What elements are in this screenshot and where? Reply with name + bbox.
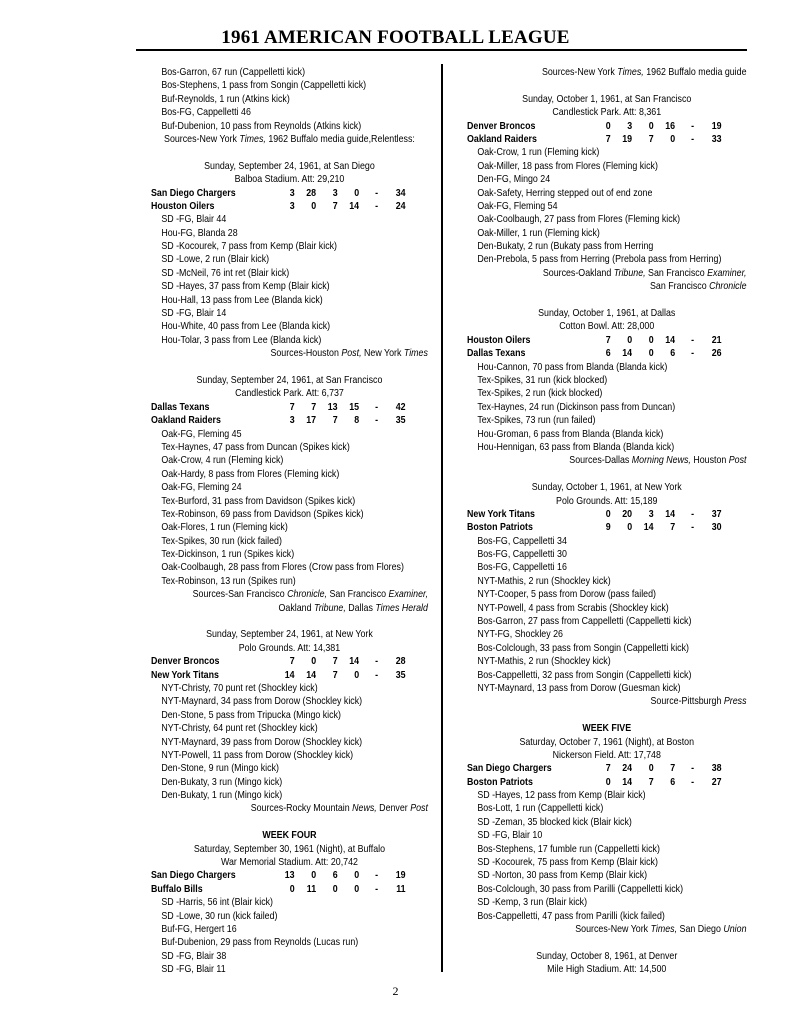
scoring-play: Tex-Dickinson, 1 run (Spikes kick) — [161, 549, 295, 561]
source-text: Union — [723, 924, 747, 935]
game-info: Cotton Bowl. Att: 28,000 — [559, 321, 655, 333]
team-score-row — [467, 334, 747, 347]
quarter-score: 6 — [670, 348, 676, 360]
quarter-score: 7 — [332, 656, 338, 668]
team-score-row — [151, 655, 428, 668]
source-text: Denver — [376, 803, 411, 815]
quarter-score: 13 — [327, 401, 338, 413]
final-score: 19 — [395, 870, 406, 882]
scoring-play: NYT-Mathis, 2 run (Shockley kick) — [477, 575, 611, 587]
scoring-play: NYT-Maynard, 39 pass from Dorow (Shockley kick) — [161, 736, 363, 748]
quarter-score: 3 — [332, 187, 338, 199]
quarter-score: 7 — [605, 334, 611, 346]
team-score-row — [151, 669, 428, 682]
source-line — [467, 280, 747, 293]
scoring-play: Oak-Safety, Herring stepped out of end zone — [477, 187, 653, 199]
final-score: 37 — [711, 508, 722, 520]
game-info: Candlestick Park. Att: 8,361 — [552, 107, 662, 119]
source-text: 1962 Buffalo media guide — [643, 67, 747, 78]
scoring-play: Oak-Coolbaugh, 28 pass from Flores (Crow pass from Flores) — [161, 562, 404, 574]
source-line — [151, 602, 428, 615]
quarter-score: 0 — [605, 776, 611, 788]
game-info: Sunday, September 24, 1961, at San Francisco — [196, 374, 383, 386]
team-name: Dallas Texans — [151, 401, 210, 413]
source-text: San Francisco — [327, 589, 389, 601]
game-info: Polo Grounds. Att: 14,381 — [238, 642, 341, 654]
scoring-play: Bos-FG, Cappelletti 30 — [477, 549, 567, 561]
team-score-row — [151, 401, 428, 414]
scoring-play: NYT-Maynard, 13 pass from Dorow (Guesman kick) — [477, 682, 681, 694]
final-score: 27 — [711, 776, 722, 788]
source-line — [151, 802, 428, 815]
scoring-play: Tex-Robinson, 69 pass from Davidson (Spikes kick) — [161, 508, 364, 520]
scoring-play: Oak-Miller, 18 pass from Flores (Fleming kick) — [477, 160, 658, 172]
quarter-score: 7 — [670, 763, 676, 775]
game-info: Balboa Stadium. Att: 29,210 — [234, 174, 345, 186]
team-name: Denver Broncos — [151, 656, 220, 668]
scoring-play: Hou-Hennigan, 63 pass from Blanda (Blanda kick) — [477, 441, 675, 453]
quarter-score: 0 — [605, 120, 611, 132]
source-text: Sources-Rocky Mountain — [250, 803, 353, 815]
title-rule — [136, 49, 747, 51]
spacer — [151, 816, 428, 829]
quarter-score: 0 — [648, 763, 654, 775]
spacer — [151, 361, 428, 374]
source-line — [467, 923, 747, 936]
scoring-play: Den-FG, Mingo 24 — [477, 174, 551, 186]
source-text: Oakland — [278, 602, 314, 614]
scoring-play: SD -Kocourek, 7 pass from Kemp (Blair kick) — [161, 241, 338, 253]
scoring-play: NYT-Mathis, 2 run (Shockley kick) — [477, 656, 611, 668]
source-line — [467, 267, 747, 280]
source-text: Times, — [650, 924, 678, 935]
quarter-score: 6 — [332, 870, 338, 882]
score-dash: - — [691, 334, 695, 346]
scoring-play: Den-Bukaty, 1 run (Mingo kick) — [161, 790, 283, 802]
team-score-row — [467, 762, 747, 775]
source-text: Sources-New York — [575, 924, 651, 935]
quarter-score: 0 — [311, 870, 317, 882]
scoring-play: Hou-Tolar, 3 pass from Lee (Blanda kick) — [161, 334, 322, 346]
source-text: Chronicle — [709, 281, 747, 293]
spacer — [467, 936, 747, 949]
quarter-score: 7 — [332, 415, 338, 427]
scoring-play: Bos-Garron, 27 pass from Cappelletti (Cappelletti kick) — [477, 616, 692, 628]
quarter-score: 7 — [332, 200, 338, 212]
source-text: Post — [410, 803, 428, 815]
game-info: Sunday, October 8, 1961, at Denver — [536, 950, 678, 962]
column-divider — [441, 64, 443, 972]
scoring-play: Bos-FG, Cappelletti 16 — [477, 562, 567, 574]
team-name: San Diego Chargers — [151, 187, 236, 199]
quarter-score: 0 — [648, 334, 654, 346]
score-dash: - — [375, 415, 379, 427]
team-name: Oakland Raiders — [467, 133, 537, 145]
quarter-score: 0 — [648, 120, 654, 132]
team-name: San Diego Chargers — [467, 763, 552, 775]
quarter-score: 3 — [289, 200, 295, 212]
page-number: 2 — [392, 984, 399, 998]
scoring-play: Tex-Burford, 31 pass from Davidson (Spikes kick) — [161, 495, 356, 507]
scoring-play: SD -McNeil, 76 int ret (Blair kick) — [161, 267, 290, 279]
source-text: Sources-Houston — [270, 348, 342, 360]
scoring-play: SD -FG, Blair 14 — [161, 308, 227, 320]
source-text: Times, — [239, 133, 266, 145]
right-column — [467, 66, 747, 977]
source-text: San Francisco — [645, 267, 708, 279]
scoring-play: Oak-Flores, 1 run (Fleming kick) — [161, 522, 288, 534]
game-info: Sunday, September 24, 1961, at New York — [206, 629, 373, 641]
source-text: 1962 Buffalo media guide,Relentless: — [265, 133, 415, 145]
quarter-score: 7 — [648, 133, 654, 145]
score-dash: - — [375, 669, 379, 681]
quarter-score: 0 — [670, 133, 676, 145]
final-score: 34 — [395, 187, 406, 199]
score-dash: - — [691, 348, 695, 360]
quarter-score: 14 — [643, 522, 654, 534]
scoring-play: Bos-Cappelletti, 47 pass from Parilli (kick failed) — [477, 910, 665, 922]
scoring-play: Bos-Cappelletti, 32 pass from Songin (Cappelletti kick) — [477, 669, 692, 681]
quarter-score: 7 — [289, 401, 295, 413]
source-text: San Francisco — [650, 281, 710, 293]
team-score-row — [151, 200, 428, 213]
scoring-play: NYT-FG, Shockley 26 — [477, 629, 563, 641]
scoring-play: Tex-Robinson, 13 run (Spikes run) — [161, 575, 296, 587]
quarter-score: 3 — [648, 508, 654, 520]
source-text: Times — [403, 348, 428, 360]
source-text: Tribune, — [313, 602, 346, 614]
scoring-play: Bos-Garron, 67 run (Cappelletti kick) — [161, 67, 306, 78]
scoring-play: SD -Zeman, 35 blocked kick (Blair kick) — [477, 816, 632, 828]
scoring-play: NYT-Christy, 70 punt ret (Shockley kick) — [161, 682, 318, 694]
final-score: 24 — [395, 200, 406, 212]
score-dash: - — [691, 763, 695, 775]
spacer — [151, 146, 428, 159]
source-text: Chronicle, — [287, 589, 328, 601]
source-line — [151, 133, 428, 146]
score-dash: - — [375, 883, 379, 895]
scoring-play: NYT-Christy, 64 punt ret (Shockley kick) — [161, 723, 318, 735]
quarter-score: 3 — [627, 120, 633, 132]
final-score: 35 — [395, 669, 406, 681]
scoring-play: Hou-Cannon, 70 pass from Blanda (Blanda kick) — [477, 361, 668, 373]
quarter-score: 11 — [306, 883, 317, 895]
source-text: Sources-San Francisco — [192, 589, 288, 601]
source-text: Sources-Oakland — [542, 267, 614, 279]
source-text: Times, — [617, 67, 644, 78]
scoring-play: SD -Kemp, 3 run (Blair kick) — [477, 897, 588, 909]
source-line — [467, 695, 747, 708]
scoring-play: Bos-FG, Cappelletti 34 — [477, 535, 567, 547]
quarter-score: 17 — [306, 415, 317, 427]
scoring-play: SD -FG, Blair 11 — [161, 964, 226, 976]
final-score: 33 — [711, 133, 722, 145]
quarter-score: 0 — [354, 669, 360, 681]
scoring-play: SD -Kocourek, 75 pass from Kemp (Blair kick) — [477, 857, 658, 869]
game-info: Nickerson Field. Att: 17,748 — [552, 749, 661, 761]
scoring-play: Bos-Colclough, 33 pass from Songin (Cappelletti kick) — [477, 642, 689, 654]
scoring-play: Den-Bukaty, 3 run (Mingo kick) — [161, 776, 283, 788]
score-dash: - — [375, 401, 379, 413]
scoring-play: Buf-FG, Hergert 16 — [161, 924, 237, 935]
quarter-score: 0 — [627, 334, 633, 346]
scoring-play: Tex-Spikes, 31 run (kick blocked) — [477, 374, 608, 386]
final-score: 28 — [395, 656, 406, 668]
quarter-score: 28 — [306, 187, 317, 199]
score-dash: - — [375, 656, 379, 668]
scoring-play: Buf-Reynolds, 1 run (Atkins kick) — [161, 93, 290, 105]
scoring-play: Bos-Stephens, 17 fumble run (Cappelletti kick) — [477, 843, 660, 855]
final-score: 30 — [711, 522, 722, 534]
scoring-play: Oak-Hardy, 8 pass from Flores (Fleming kick) — [161, 468, 340, 480]
left-column — [151, 66, 428, 977]
team-name: New York Titans — [467, 508, 535, 520]
scoring-play: Oak-Crow, 1 run (Fleming kick) — [477, 147, 600, 159]
source-text: News, — [352, 803, 377, 815]
scoring-play: Oak-FG, Fleming 24 — [161, 482, 242, 494]
scoring-play: SD -Lowe, 2 run (Blair kick) — [161, 254, 270, 266]
quarter-score: 0 — [648, 348, 654, 360]
scoring-play: NYT-Cooper, 5 pass from Dorow (pass failed) — [477, 589, 656, 601]
scoring-play: Tex-Spikes, 73 run (run failed) — [477, 415, 596, 427]
scoring-play: Oak-Coolbaugh, 27 pass from Flores (Fleming kick) — [477, 214, 681, 226]
game-info: Saturday, September 30, 1961 (Night), at Buffalo — [193, 843, 386, 855]
game-info: Sunday, October 1, 1961, at New York — [531, 482, 682, 494]
source-text: Examiner, — [388, 589, 428, 601]
team-name: Oakland Raiders — [151, 415, 221, 427]
quarter-score: 7 — [670, 522, 676, 534]
source-text: New York — [361, 348, 404, 360]
scoring-play: Buf-Dubenion, 10 pass from Reynolds (Atkins kick) — [161, 120, 362, 132]
source-text: Source-Pittsburgh — [650, 696, 724, 708]
source-text: Sources-New York — [541, 67, 618, 78]
quarter-score: 15 — [349, 401, 360, 413]
team-score-row — [467, 347, 747, 360]
quarter-score: 0 — [354, 883, 360, 895]
quarter-score: 0 — [311, 656, 317, 668]
quarter-score: 7 — [605, 763, 611, 775]
scoring-play: Oak-FG, Fleming 45 — [161, 428, 242, 440]
quarter-score: 16 — [665, 120, 676, 132]
scoring-play: Tex-Spikes, 2 run (kick blocked) — [477, 388, 603, 400]
scoring-play: Bos-Lott, 1 run (Cappelletti kick) — [477, 803, 604, 815]
scoring-play: Den-Prebola, 5 pass from Herring (Prebola pass from Herring) — [477, 254, 722, 266]
quarter-score: 0 — [289, 883, 295, 895]
final-score: 21 — [711, 334, 722, 346]
game-info: Sunday, October 1, 1961, at Dallas — [538, 308, 676, 320]
score-dash: - — [691, 776, 695, 788]
team-name: Denver Broncos — [467, 120, 536, 132]
scoring-play: Tex-Spikes, 30 run (kick failed) — [161, 535, 282, 547]
final-score: 38 — [711, 763, 722, 775]
quarter-score: 24 — [622, 763, 633, 775]
game-info: Sunday, September 24, 1961, at San Diego — [204, 160, 375, 172]
source-text: Morning News, — [631, 455, 691, 467]
game-info: War Memorial Stadium. Att: 20,742 — [220, 857, 358, 869]
team-score-row — [467, 133, 747, 146]
score-dash: - — [691, 133, 695, 145]
quarter-score: 7 — [332, 669, 338, 681]
source-line — [151, 588, 428, 601]
quarter-score: 14 — [306, 669, 317, 681]
source-text: Press — [723, 696, 747, 708]
final-score: 26 — [711, 348, 722, 360]
team-name: Dallas Texans — [467, 348, 526, 360]
quarter-score: 3 — [289, 415, 295, 427]
scoring-play: Den-Stone, 9 run (Mingo kick) — [161, 763, 279, 775]
source-line — [151, 347, 428, 360]
quarter-score: 0 — [311, 200, 317, 212]
source-text: Post — [728, 455, 747, 467]
game-info: Mile High Stadium. Att: 14,500 — [547, 964, 667, 976]
spacer — [151, 615, 428, 628]
game-info: Saturday, October 7, 1961 (Night), at Boston — [519, 736, 695, 748]
page-title: 1961 AMERICAN FOOTBALL LEAGUE — [221, 27, 570, 48]
scoring-play: SD -Hayes, 12 pass from Kemp (Blair kick) — [477, 790, 646, 802]
quarter-score: 14 — [284, 669, 295, 681]
scoring-play: NYT-Maynard, 34 pass from Dorow (Shockley kick) — [161, 696, 363, 708]
quarter-score: 7 — [289, 656, 295, 668]
scoring-play: Den-Bukaty, 2 run (Bukaty pass from Herring — [477, 241, 654, 253]
scoring-play: SD -Norton, 30 pass from Kemp (Blair kick) — [477, 870, 648, 882]
quarter-score: 14 — [665, 334, 676, 346]
source-text: Houston — [690, 455, 729, 467]
scoring-play: Oak-Crow, 4 run (Fleming kick) — [161, 455, 284, 467]
spacer — [467, 468, 747, 481]
score-dash: - — [691, 508, 695, 520]
quarter-score: 0 — [627, 522, 633, 534]
quarter-score: 0 — [605, 508, 611, 520]
score-dash: - — [375, 187, 379, 199]
quarter-score: 14 — [349, 656, 360, 668]
source-text: Tribune, — [613, 267, 646, 279]
week-heading: WEEK FIVE — [582, 723, 632, 735]
score-dash: - — [691, 120, 695, 132]
source-text: San Diego — [677, 924, 724, 935]
spacer — [467, 294, 747, 307]
game-info: Candlestick Park. Att: 6,737 — [235, 388, 344, 400]
scoring-play: SD -Harris, 56 int (Blair kick) — [161, 897, 274, 909]
scoring-play: Bos-Colclough, 30 pass from Parilli (Cappelletti kick) — [477, 883, 684, 895]
source-text: Post, — [341, 348, 362, 360]
score-dash: - — [375, 200, 379, 212]
source-line — [467, 66, 747, 79]
scoring-play: Oak-FG, Fleming 54 — [477, 200, 558, 212]
quarter-score: 3 — [289, 187, 295, 199]
scoring-play: Den-Stone, 5 pass from Tripucka (Mingo kick) — [161, 709, 341, 721]
score-dash: - — [375, 870, 379, 882]
scoring-play: SD -FG, Blair 38 — [161, 950, 227, 962]
scoring-play: SD -Hayes, 37 pass from Kemp (Blair kick) — [161, 281, 330, 293]
scoring-play: SD -FG, Blair 44 — [161, 214, 227, 226]
quarter-score: 9 — [605, 522, 611, 534]
team-name: Boston Patriots — [467, 522, 533, 534]
spacer — [467, 709, 747, 722]
quarter-score: 0 — [332, 883, 338, 895]
quarter-score: 14 — [665, 508, 676, 520]
source-text: Examiner, — [707, 267, 747, 279]
source-line — [467, 454, 747, 467]
team-name: Houston Oilers — [467, 334, 531, 346]
team-score-row — [151, 414, 428, 427]
team-score-row — [467, 521, 747, 534]
game-info: Sunday, October 1, 1961, at San Francisco — [522, 93, 692, 105]
scoring-play: SD -FG, Blair 10 — [477, 830, 543, 842]
game-info: Polo Grounds. Att: 15,189 — [556, 495, 658, 507]
spacer — [467, 79, 747, 92]
quarter-score: 20 — [622, 508, 633, 520]
scoring-play: Hou-FG, Blanda 28 — [161, 227, 238, 239]
quarter-score: 7 — [605, 133, 611, 145]
source-text: Dallas — [345, 602, 376, 614]
quarter-score: 13 — [284, 870, 295, 882]
scoring-play: Hou-Groman, 6 pass from Blanda (Blanda kick) — [477, 428, 664, 440]
scoring-play: Hou-White, 40 pass from Lee (Blanda kick) — [161, 321, 331, 333]
scoring-play: Bos-Stephens, 1 pass from Songin (Cappelletti kick) — [161, 80, 367, 92]
team-score-row — [467, 120, 747, 133]
scoring-play: Hou-Hall, 13 pass from Lee (Blanda kick) — [161, 294, 323, 306]
quarter-score: 0 — [354, 870, 360, 882]
quarter-score: 14 — [349, 200, 360, 212]
scoring-play: Tex-Haynes, 47 pass from Duncan (Spikes kick) — [161, 441, 350, 453]
final-score: 42 — [395, 401, 406, 413]
team-score-row — [151, 869, 428, 882]
quarter-score: 14 — [622, 348, 633, 360]
quarter-score: 19 — [622, 133, 633, 145]
team-score-row — [467, 776, 747, 789]
scoring-play: Bos-FG, Cappelletti 46 — [161, 107, 251, 119]
scoring-play: Tex-Haynes, 24 run (Dickinson pass from Duncan) — [477, 401, 676, 413]
scoring-play: NYT-Powell, 4 pass from Scrabis (Shockley kick) — [477, 602, 669, 614]
team-name: Boston Patriots — [467, 776, 533, 788]
score-dash: - — [691, 522, 695, 534]
source-text: Times Herald — [375, 602, 428, 614]
final-score: 11 — [396, 883, 406, 895]
quarter-score: 7 — [648, 776, 654, 788]
scoring-play: Oak-Miller, 1 run (Fleming kick) — [477, 227, 600, 239]
source-text: Sources-Dallas — [569, 455, 632, 467]
team-name: New York Titans — [151, 669, 219, 681]
team-score-row — [151, 883, 428, 896]
quarter-score: 6 — [605, 348, 611, 360]
week-heading: WEEK FOUR — [262, 830, 317, 842]
quarter-score: 0 — [354, 187, 360, 199]
team-name: Buffalo Bills — [151, 883, 203, 895]
quarter-score: 14 — [622, 776, 633, 788]
scoring-play: SD -Lowe, 30 run (kick failed) — [161, 910, 278, 922]
quarter-score: 7 — [311, 401, 317, 413]
team-name: Houston Oilers — [151, 200, 215, 212]
scoring-play: Buf-Dubenion, 29 pass from Reynolds (Lucas run) — [161, 937, 359, 949]
team-name: San Diego Chargers — [151, 870, 236, 882]
team-score-row — [151, 187, 428, 200]
team-score-row — [467, 508, 747, 521]
final-score: 35 — [395, 415, 406, 427]
quarter-score: 6 — [670, 776, 676, 788]
source-text: Sources-New York — [164, 133, 240, 145]
scoring-play: NYT-Powell, 11 pass from Dorow (Shockley kick) — [161, 749, 354, 761]
final-score: 19 — [711, 120, 722, 132]
quarter-score: 8 — [354, 415, 360, 427]
